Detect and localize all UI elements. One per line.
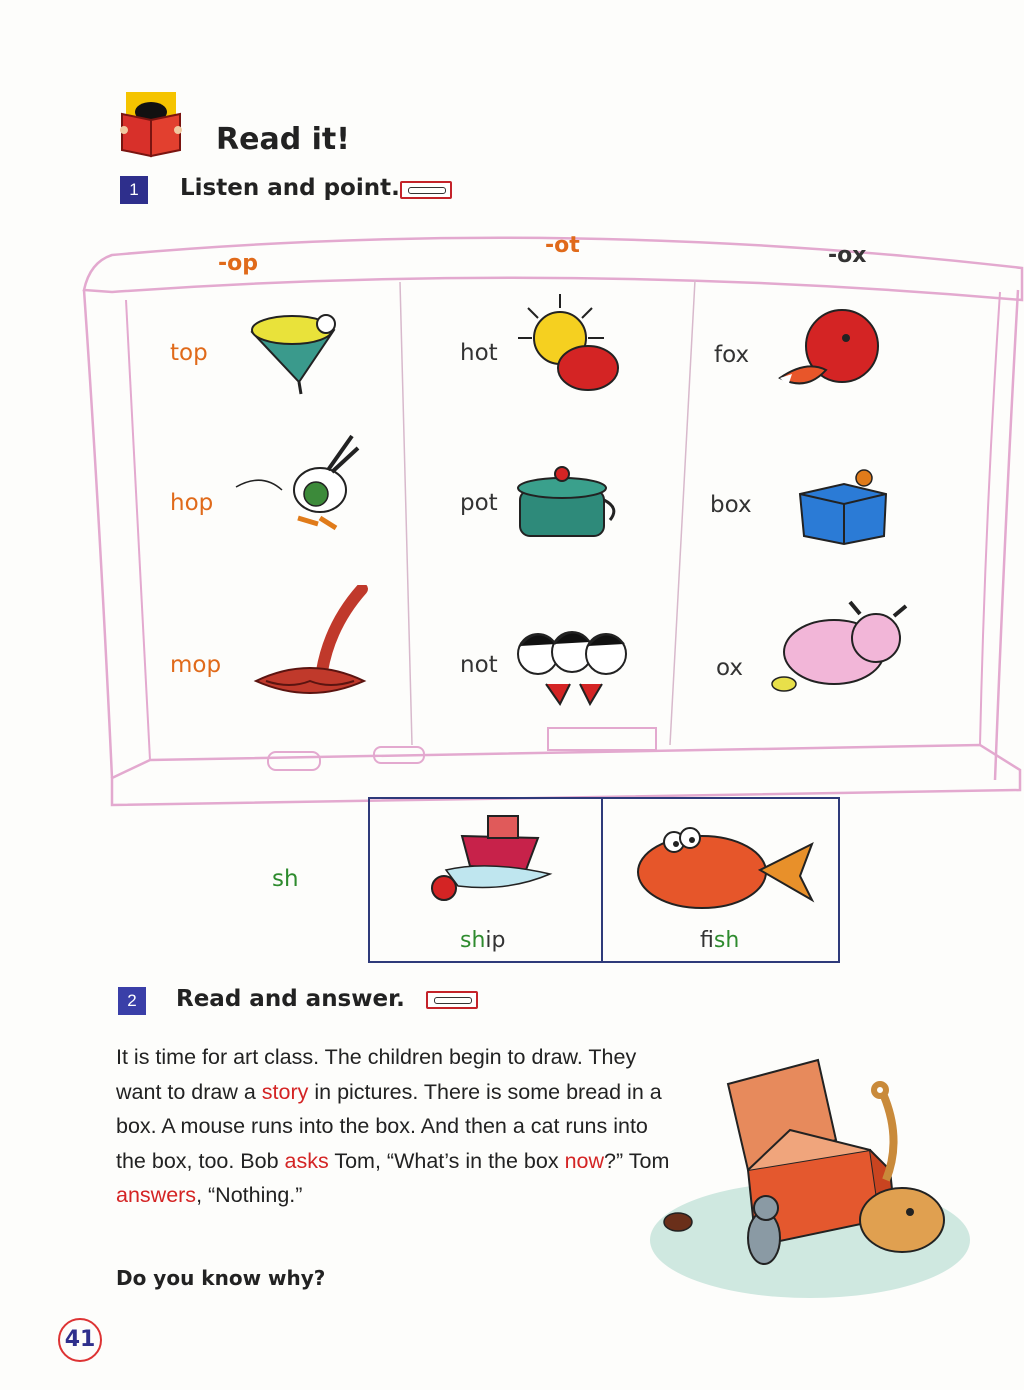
word-hop[interactable]: hop — [170, 490, 214, 516]
story-highlight-answers: answers — [116, 1183, 197, 1207]
word-top[interactable]: top — [170, 340, 208, 366]
word-mop[interactable]: mop — [170, 652, 222, 678]
sh-label: sh — [272, 866, 299, 892]
column-heading-ot: -ot — [545, 233, 580, 258]
word-pot[interactable]: pot — [460, 490, 498, 516]
word-hot[interactable]: hot — [460, 340, 498, 366]
section-2-number: 2 — [118, 987, 146, 1015]
story-text-1: It is time for art class. The children begin to draw. They want to draw a — [116, 1045, 637, 1104]
mop-icon — [250, 585, 375, 704]
word-ship-rest: ip — [485, 928, 506, 953]
ox-icon — [768, 598, 913, 702]
word-ship[interactable]: ship — [460, 928, 506, 953]
page-title: Read it! — [216, 122, 350, 157]
section-2-title: Read and answer. — [176, 986, 405, 1012]
rabbit-hopping-icon — [232, 432, 362, 536]
section-1-title: Listen and point. — [180, 175, 400, 201]
column-heading-op: -op — [218, 251, 258, 276]
story-highlight-story: story — [261, 1079, 309, 1104]
question-text: Do you know why? — [116, 1266, 326, 1290]
word-ox[interactable]: ox — [716, 655, 743, 681]
section-1-number: 1 — [120, 176, 148, 204]
pot-icon — [514, 464, 624, 548]
story-highlight-asks: asks — [284, 1148, 329, 1173]
fox-icon — [776, 300, 891, 399]
sh-box-divider — [601, 797, 603, 963]
cassette-tape-icon-2[interactable] — [426, 991, 478, 1009]
story-text-3: Tom, “What’s in the box — [328, 1148, 565, 1173]
column-heading-ox: -ox — [828, 243, 867, 268]
hot-sun-icon — [508, 290, 633, 404]
box-cat-mouse-illustration — [640, 1050, 970, 1314]
three-children-icon — [508, 614, 638, 713]
ship-icon — [418, 808, 558, 922]
spinning-top-icon — [244, 302, 354, 401]
page-number: 41 — [58, 1318, 102, 1362]
blue-box-icon — [794, 464, 894, 550]
word-not[interactable]: not — [460, 652, 498, 678]
story-text-4: ?” Tom — [604, 1148, 670, 1173]
story-text-5: , “Nothing.” — [196, 1183, 303, 1207]
story-highlight-now: now — [564, 1148, 605, 1173]
story-paragraph — [116, 1040, 676, 1213]
word-fish-sh: sh — [713, 928, 740, 953]
word-box[interactable]: box — [710, 492, 752, 518]
fish-icon — [630, 820, 815, 924]
story-text-2: in pictures. There is some bread in a box. A mouse runs into the box. And then a cat runs into the box, too. Bob — [116, 1079, 662, 1173]
word-fox[interactable]: fox — [714, 342, 750, 368]
word-fish[interactable]: fish — [700, 928, 740, 953]
